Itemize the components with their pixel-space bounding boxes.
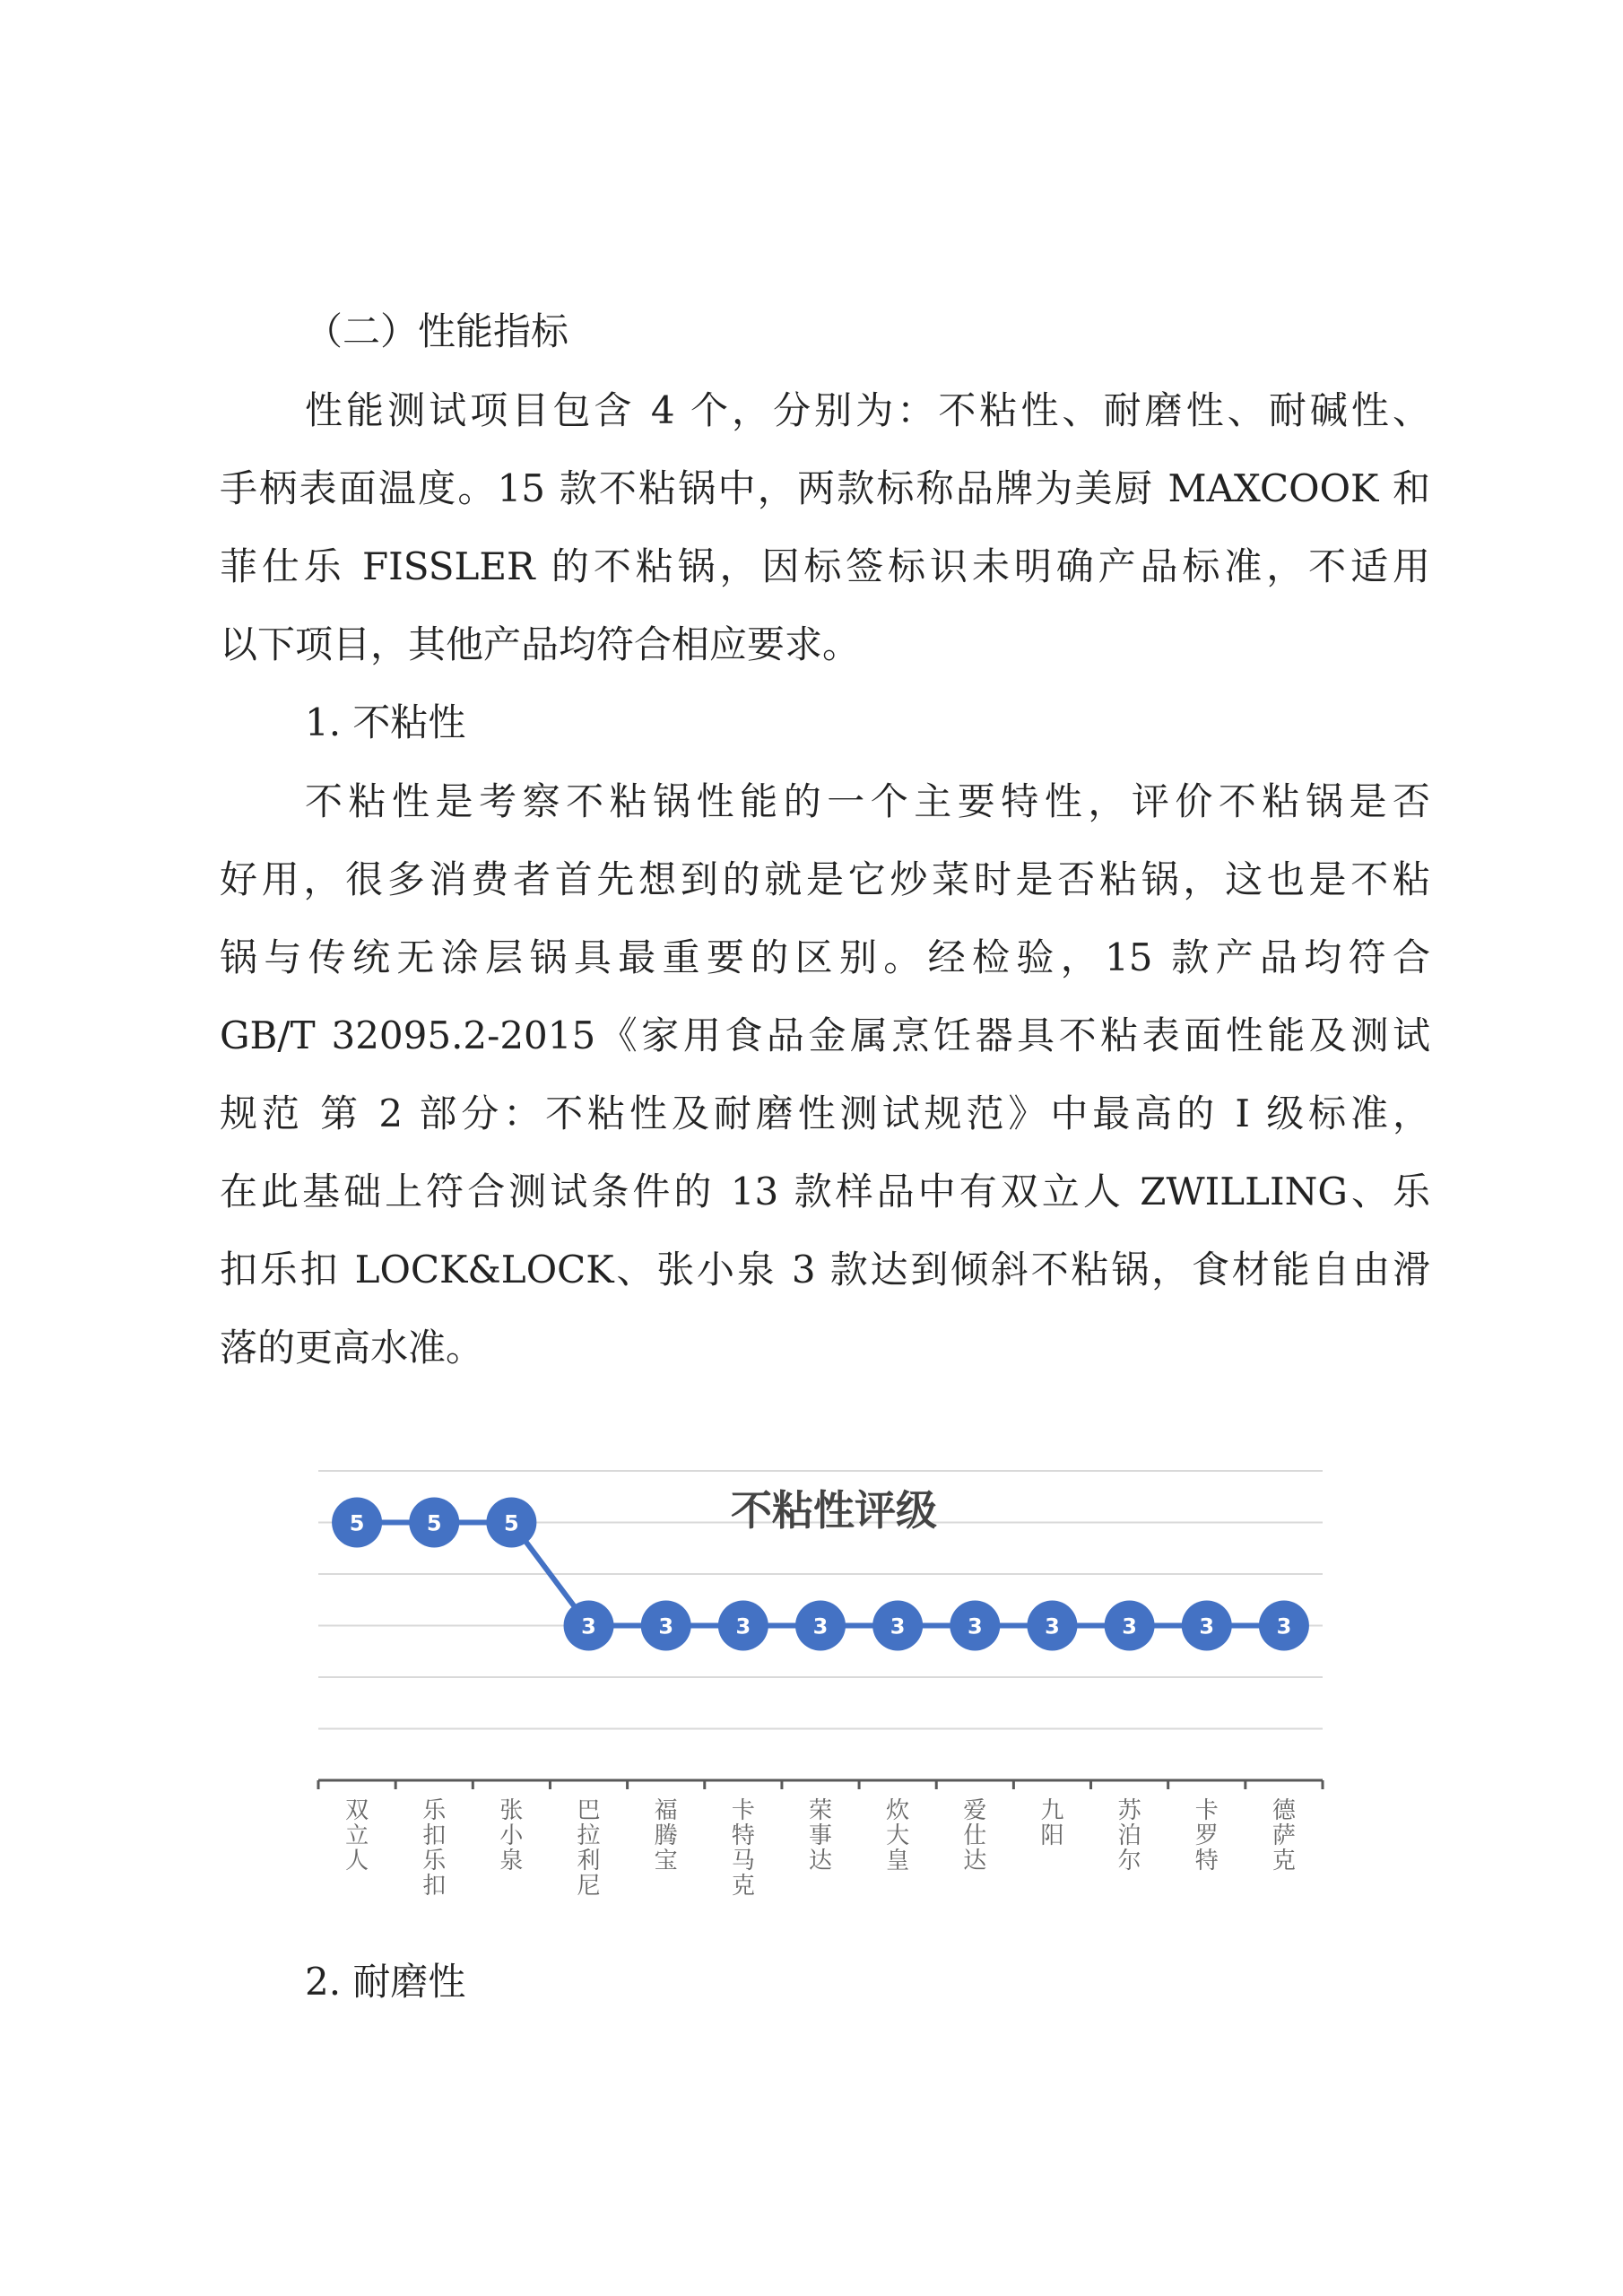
data-label: 3 bbox=[1122, 1613, 1137, 1639]
data-label: 3 bbox=[967, 1613, 983, 1639]
nonstick-line-7: 扣乐扣 LOCK&LOCK、张小泉 3 款达到倾斜不粘锅，食材能自由滑 bbox=[220, 1248, 1430, 1292]
category-label: 苏泊尔 bbox=[1117, 1797, 1141, 1874]
intro-line-1: 性能测试项目包含 4 个，分别为：不粘性、耐磨性、耐碱性、 bbox=[305, 388, 1430, 432]
data-label: 3 bbox=[1199, 1613, 1215, 1639]
intro-line-2: 手柄表面温度。15 款不粘锅中，两款标称品牌为美厨 MAXCOOK 和 bbox=[220, 466, 1430, 510]
data-label: 3 bbox=[658, 1613, 674, 1639]
category-label: 荣事达 bbox=[808, 1797, 833, 1874]
category-label: 德萨克 bbox=[1271, 1797, 1296, 1874]
data-label: 5 bbox=[349, 1510, 365, 1536]
intro-line-3: 菲仕乐 FISSLER 的不粘锅，因标签标识未明确产品标准，不适用 bbox=[220, 544, 1430, 588]
nonstick-line-8: 落的更高水准。 bbox=[220, 1326, 484, 1370]
data-label: 3 bbox=[735, 1613, 751, 1639]
subsection-heading-wear: 2. 耐磨性 bbox=[305, 1960, 466, 2004]
category-label: 乐扣乐扣 bbox=[422, 1797, 447, 1900]
category-label: 福腾宝 bbox=[654, 1797, 678, 1874]
data-label: 3 bbox=[1276, 1613, 1292, 1639]
category-label: 卡罗特 bbox=[1194, 1797, 1219, 1874]
chart-category-labels bbox=[345, 1797, 1297, 1900]
intro-line-4: 以下项目，其他产品均符合相应要求。 bbox=[220, 622, 861, 666]
category-label: 炊大皇 bbox=[886, 1797, 910, 1874]
category-label: 卡特马克 bbox=[731, 1797, 755, 1900]
category-label: 巴拉利尼 bbox=[577, 1797, 601, 1900]
nonstick-line-5: 规范 第 2 部分：不粘性及耐磨性测试规范》中最高的 I 级标准， bbox=[220, 1091, 1430, 1135]
chart-title: 不粘性评级 bbox=[731, 1486, 937, 1535]
data-label: 5 bbox=[426, 1510, 442, 1536]
nonstick-line-2: 好用，很多消费者首先想到的就是它炒菜时是否粘锅，这也是不粘 bbox=[220, 857, 1430, 901]
data-label: 3 bbox=[812, 1613, 829, 1639]
category-label: 双立人 bbox=[345, 1797, 369, 1874]
category-label: 爱仕达 bbox=[963, 1797, 987, 1874]
nonstick-line-3: 锅与传统无涂层锅具最重要的区别。经检验，15 款产品均符合 bbox=[220, 935, 1430, 979]
category-label: 九阳 bbox=[1040, 1797, 1064, 1849]
data-label: 3 bbox=[890, 1613, 906, 1639]
data-label: 5 bbox=[504, 1510, 519, 1536]
nonstick-line-4: GB/T 32095.2-2015《家用食品金属烹饪器具不粘表面性能及测试 bbox=[220, 1013, 1430, 1057]
nonstick-rating-chart bbox=[309, 1462, 1332, 1901]
nonstick-line-1: 不粘性是考察不粘锅性能的一个主要特性，评价不粘锅是否 bbox=[305, 779, 1430, 823]
subsection-heading-nonstick: 1. 不粘性 bbox=[305, 700, 466, 744]
category-label: 张小泉 bbox=[499, 1797, 524, 1874]
chart-x-axis bbox=[318, 1780, 1323, 1789]
data-label: 3 bbox=[581, 1613, 596, 1639]
data-label: 3 bbox=[1045, 1613, 1060, 1639]
nonstick-line-6: 在此基础上符合测试条件的 13 款样品中有双立人 ZWILLING、乐 bbox=[220, 1170, 1430, 1213]
section-heading: （二）性能指标 bbox=[305, 309, 569, 353]
